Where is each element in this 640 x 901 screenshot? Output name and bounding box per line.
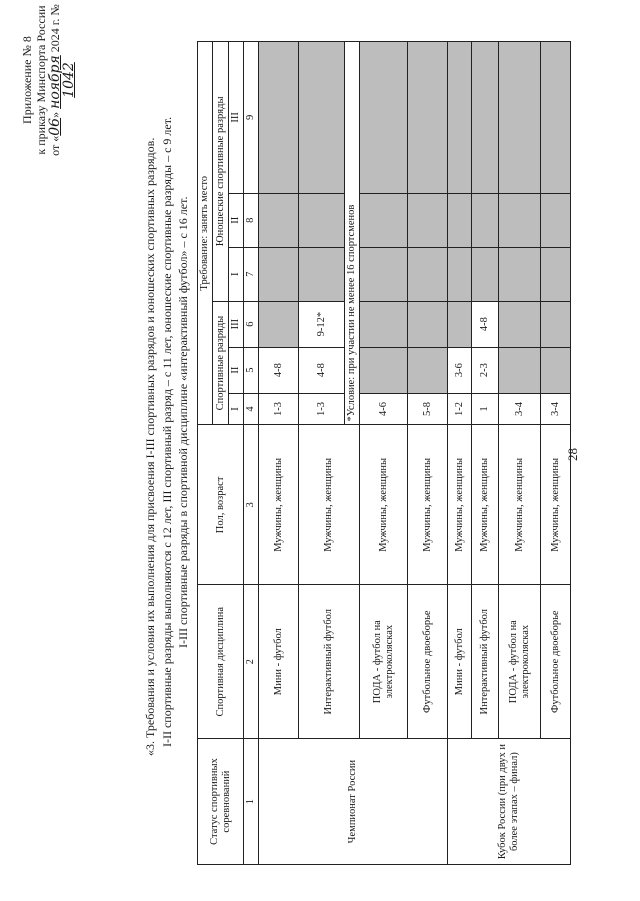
value-cell [408,193,448,247]
appendix-block [20,0,76,161]
value-cell [360,247,408,301]
column-number: 8 [244,193,259,247]
value-cell [541,42,571,194]
gender-cell: Мужчины, женщины [408,425,448,585]
header-youth-2: II [229,193,244,247]
value-cell: 4-8 [472,301,499,347]
value-cell [259,247,299,301]
value-cell [360,301,408,347]
header-rank-1: I [229,393,244,425]
value-cell [499,42,541,194]
value-cell: 1-3 [299,393,345,425]
value-cell [259,193,299,247]
date-month: ноября [47,55,63,109]
column-number: 9 [244,42,259,194]
requirements-table [197,41,571,865]
column-number: 1 [244,739,259,865]
table-row [448,42,472,865]
appendix-date [48,0,76,161]
gender-cell: Мужчины, женщины [541,425,571,585]
value-cell: 2-3 [472,347,499,393]
header-sport-ranks: Спортивные разряды [213,301,229,425]
value-cell [541,301,571,347]
date-prefix: от « [48,135,62,156]
column-number: 3 [244,425,259,585]
value-cell: 1-2 [448,393,472,425]
discipline-cell: Мини - футбол [448,585,472,739]
discipline-cell: Футбольное двоеборье [408,585,448,739]
value-cell [408,247,448,301]
page-number: 28 [565,448,580,461]
discipline-cell: Мини - футбол [259,585,299,739]
age-requirements-interactive: I-III спортивные разряды в спортивной дисциплине «интерактивный футбол» – с 16 лет. [176,196,190,648]
note-cell: *Условие: при участии не менее 16 спортсменов [345,42,360,426]
value-cell: 9-12* [299,301,345,347]
status-cell: Кубок России (при двух и более этапах – финал) [448,739,571,865]
gender-cell: Мужчины, женщины [259,425,299,585]
section-heading: «3. Требования и условия их выполнения для присвоения I-III спортивных разрядов и юношеских спортивных разрядов. [143,137,157,756]
value-cell: 3-4 [541,393,571,425]
appendix-order: к приказу Минспорта России [34,5,48,155]
header-rank-2: II [229,347,244,393]
column-numbers-row [244,42,259,865]
value-cell [299,42,345,194]
table-row [259,42,299,865]
discipline-cell: ПОДА - футбол на электроколясках [499,585,541,739]
date-year: 2024 г. № [48,4,62,53]
value-cell: 1 [472,393,499,425]
column-number: 4 [244,393,259,425]
gender-cell: Мужчины, женщины [299,425,360,585]
column-number: 7 [244,247,259,301]
gender-cell: Мужчины, женщины [448,425,472,585]
value-cell [360,347,408,393]
value-cell [259,301,299,347]
value-cell [360,42,408,194]
value-cell [541,347,571,393]
value-cell [472,193,499,247]
date-mid: » [48,111,62,118]
value-cell: 4-6 [360,393,408,425]
date-day: 06 [47,117,63,136]
value-cell: 4-8 [299,347,345,393]
value-cell [499,301,541,347]
value-cell [408,301,448,347]
value-cell [448,301,472,347]
value-cell [448,193,472,247]
discipline-cell: Интерактивный футбол [472,585,499,739]
value-cell [499,347,541,393]
header-youth-3: III [229,42,244,194]
value-cell [299,193,345,247]
header-youth-1: I [229,247,244,301]
value-cell: 1-3 [259,393,299,425]
value-cell [299,247,345,301]
header-requirement: Требование: занять место [198,42,213,426]
value-cell: 5-8 [408,393,448,425]
discipline-cell: Футбольное двоеборье [541,585,571,739]
value-cell [472,42,499,194]
value-cell [541,193,571,247]
value-cell [472,247,499,301]
value-cell [448,247,472,301]
header-gender: Пол, возраст [198,425,244,585]
gender-cell: Мужчины, женщины [472,425,499,585]
discipline-cell: Интерактивный футбол [299,585,360,739]
value-cell [499,247,541,301]
value-cell: 3-6 [448,347,472,393]
column-number: 2 [244,585,259,739]
order-number: 1042 [61,62,77,98]
value-cell [408,42,448,194]
value-cell [360,193,408,247]
header-status: Статус спортивных соревнований [198,739,244,865]
value-cell [541,247,571,301]
header-rank-3: III [229,301,244,347]
value-cell [499,193,541,247]
header-discipline: Спортивная дисциплина [198,585,244,739]
column-number: 6 [244,301,259,347]
gender-cell: Мужчины, женщины [499,425,541,585]
status-cell: Чемпионат России [259,739,448,865]
column-number: 5 [244,347,259,393]
value-cell [408,347,448,393]
discipline-cell: ПОДА - футбол на электроколясках [360,585,408,739]
gender-cell: Мужчины, женщины [360,425,408,585]
appendix-title: Приложение № 8 [20,36,34,124]
header-youth-ranks: Юношеские спортивные разряды [213,42,229,302]
value-cell [259,42,299,194]
value-cell [448,42,472,194]
value-cell: 3-4 [499,393,541,425]
age-requirements: I-II спортивные разряды выполняются с 12 лет, III спортивный разряд – с 11 лет, юношеские спортивные разряды – с 9 лет. [160,116,174,747]
value-cell: 4-8 [259,347,299,393]
